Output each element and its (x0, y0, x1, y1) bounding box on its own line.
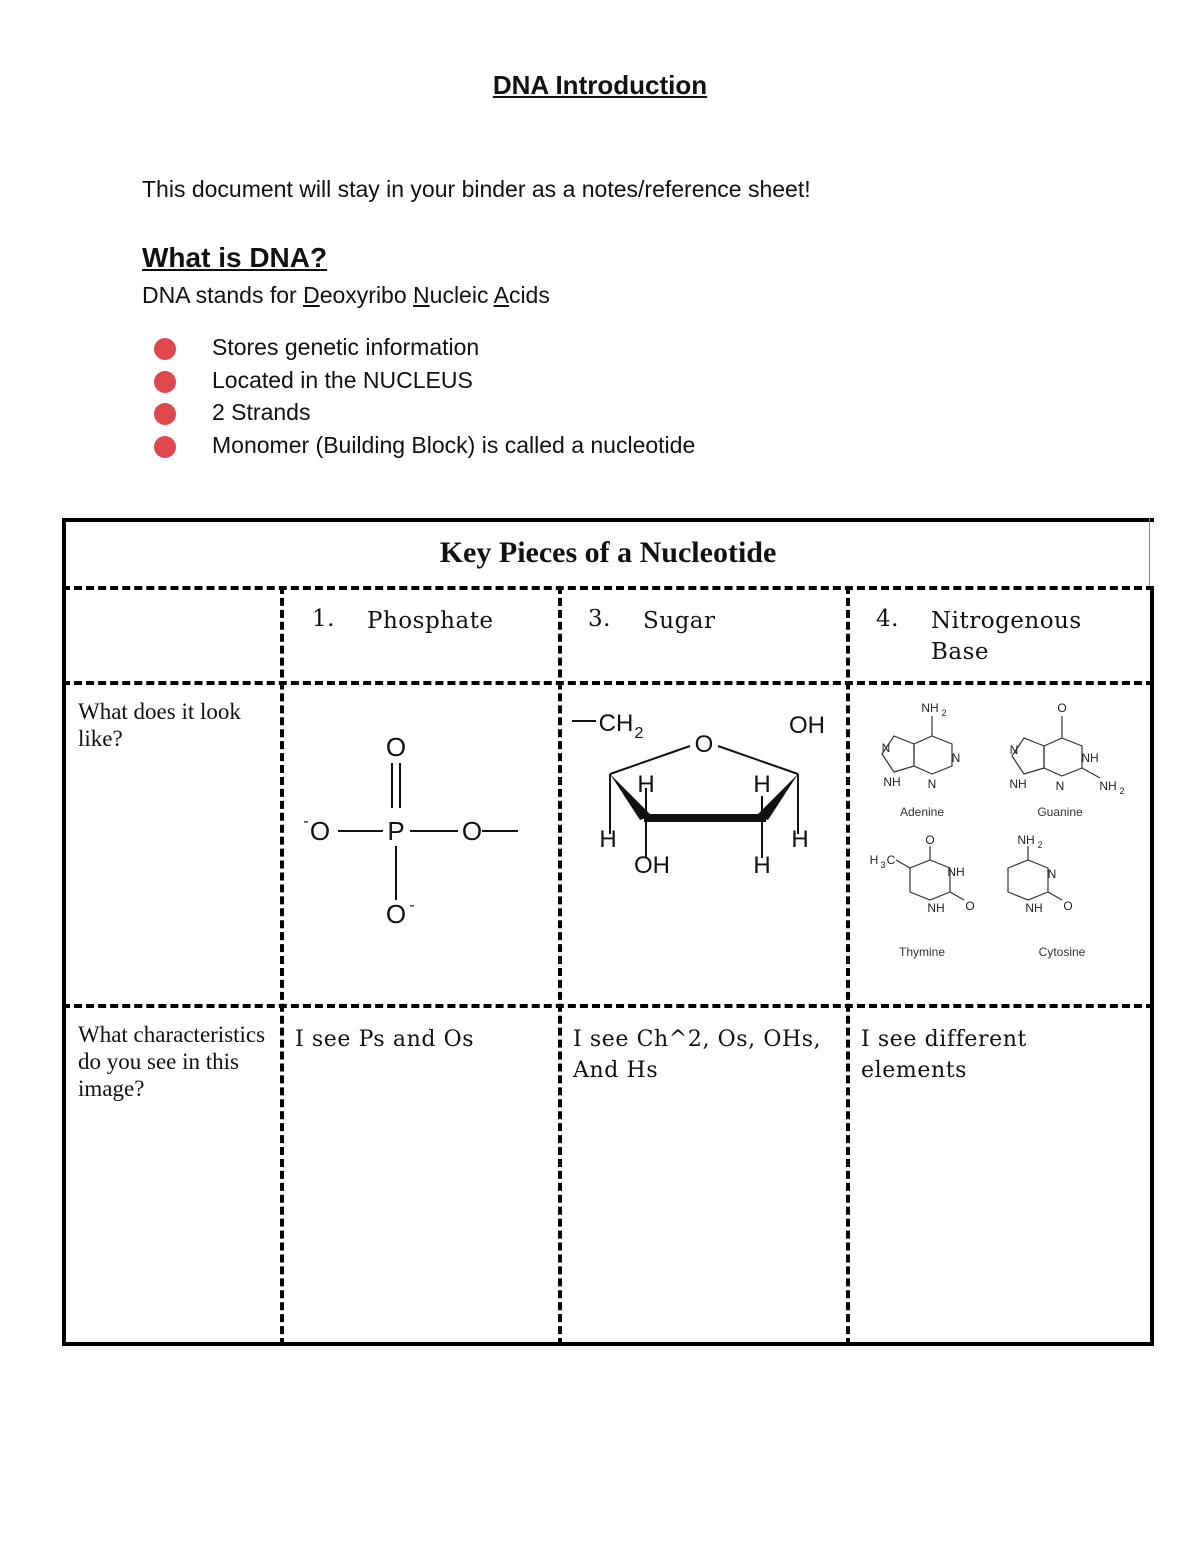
table-border-right (1150, 586, 1154, 1346)
svg-text:NH: NH (947, 865, 965, 879)
svg-text:H: H (637, 771, 655, 798)
svg-text:H: H (599, 826, 617, 853)
svg-text:P: P (387, 816, 405, 846)
svg-text:C: C (886, 853, 896, 867)
svg-text:OH: OH (789, 712, 825, 739)
svg-text:O: O (925, 833, 935, 847)
svg-text:H: H (753, 852, 771, 879)
bullet-icon (154, 436, 176, 458)
svg-text:O: O (694, 731, 714, 758)
document-title: DNA Introduction (492, 70, 708, 100)
column-divider (558, 586, 562, 1346)
bullet-icon (154, 403, 176, 425)
svg-text:2: 2 (941, 708, 947, 718)
svg-text:H: H (753, 771, 771, 798)
row-label-characteristics: What characteristics do you see in this image? (78, 1022, 266, 1101)
svg-text:2: 2 (634, 725, 644, 742)
svg-text:N: N (881, 741, 891, 755)
svg-text:N: N (927, 777, 937, 791)
table-title: Key Pieces of a Nucleotide (439, 536, 777, 569)
svg-text:O: O (965, 899, 975, 913)
answer-sugar: I see Ch^2, Os, OHs, And Hs (573, 1027, 822, 1083)
section-heading: What is DNA? (142, 242, 328, 273)
list-item: Stores genetic information (152, 332, 695, 365)
row-divider (62, 681, 1154, 685)
bullet-icon (154, 338, 176, 360)
dna-stands-for: DNA stands for Deoxyribo Nucleic Acids (142, 282, 550, 308)
svg-text:NH: NH (1099, 779, 1117, 793)
column-divider (280, 586, 284, 1346)
svg-text:Adenine: Adenine (899, 805, 945, 819)
svg-text:O: O (1063, 899, 1073, 913)
svg-text:NH: NH (1025, 901, 1043, 915)
list-item: Located in the NUCLEUS (152, 365, 695, 398)
table-border-bottom (62, 1342, 1154, 1346)
nucleotide-table: Key Pieces of a Nucleotide 1. Phosphate 3. Sugar 4. Nitrogenous Base What does it look like? What characteristics do you see in this image? I see Ps and Os I see Ch^2, Os, OHs, And Hs I see different elements O P O O O - - CH 2 OH O H H H H OH H NH 2 N N NH N O N NH NH N NH 2 O H 3 C NH NH O NH 2 N NH O Adenine Guanine Thymine Cytosine (62, 518, 1154, 1346)
svg-text:H: H (869, 853, 879, 867)
svg-text:NH: NH (1017, 833, 1035, 847)
svg-text:Cytosine: Cytosine (1038, 945, 1086, 959)
svg-text:NH: NH (883, 775, 901, 789)
list-item: Monomer (Building Block) is called a nucleotide (152, 430, 695, 463)
answer-nitrogenous-base: I see different elements (861, 1027, 1027, 1083)
row-label-look: What does it look like? (78, 699, 241, 751)
table-border-left (62, 518, 66, 1346)
svg-text:NH: NH (1009, 777, 1027, 791)
svg-text:3: 3 (880, 860, 886, 870)
svg-text:N: N (1009, 743, 1019, 757)
svg-text:2: 2 (1119, 786, 1125, 796)
column-divider (846, 586, 850, 1346)
svg-text:N: N (951, 751, 961, 765)
intro-text: This document will stay in your binder as a notes/reference sheet! (142, 176, 811, 202)
svg-text:N: N (1047, 867, 1057, 881)
svg-text:NH: NH (1081, 751, 1099, 765)
answer-phosphate: I see Ps and Os (295, 1027, 475, 1052)
nitrogenous-bases-diagram (852, 688, 1148, 998)
sugar-structure-diagram (564, 688, 844, 998)
svg-text:H: H (791, 826, 809, 853)
svg-text:Guanine: Guanine (1037, 805, 1083, 819)
svg-text:N: N (1055, 779, 1065, 793)
row-divider (62, 1004, 1154, 1008)
svg-text:O: O (1057, 701, 1067, 715)
svg-text:O: O (385, 732, 407, 762)
bullet-icon (154, 371, 176, 393)
svg-text:O: O (385, 899, 407, 929)
svg-text:-: - (303, 813, 309, 830)
svg-text:-: - (409, 897, 415, 914)
svg-text:2: 2 (1037, 840, 1043, 850)
svg-text:NH: NH (927, 901, 945, 915)
list-item: 2 Strands (152, 397, 695, 430)
svg-text:Thymine: Thymine (898, 945, 946, 959)
svg-text:OH: OH (634, 852, 670, 879)
table-border-top (62, 518, 1154, 522)
svg-text:O: O (309, 816, 331, 846)
row-divider (62, 586, 1154, 590)
svg-text:O: O (461, 816, 483, 846)
phosphate-structure-diagram (286, 688, 556, 998)
svg-text:NH: NH (921, 701, 939, 715)
svg-text:CH: CH (598, 710, 634, 737)
dna-facts-list (152, 332, 695, 462)
